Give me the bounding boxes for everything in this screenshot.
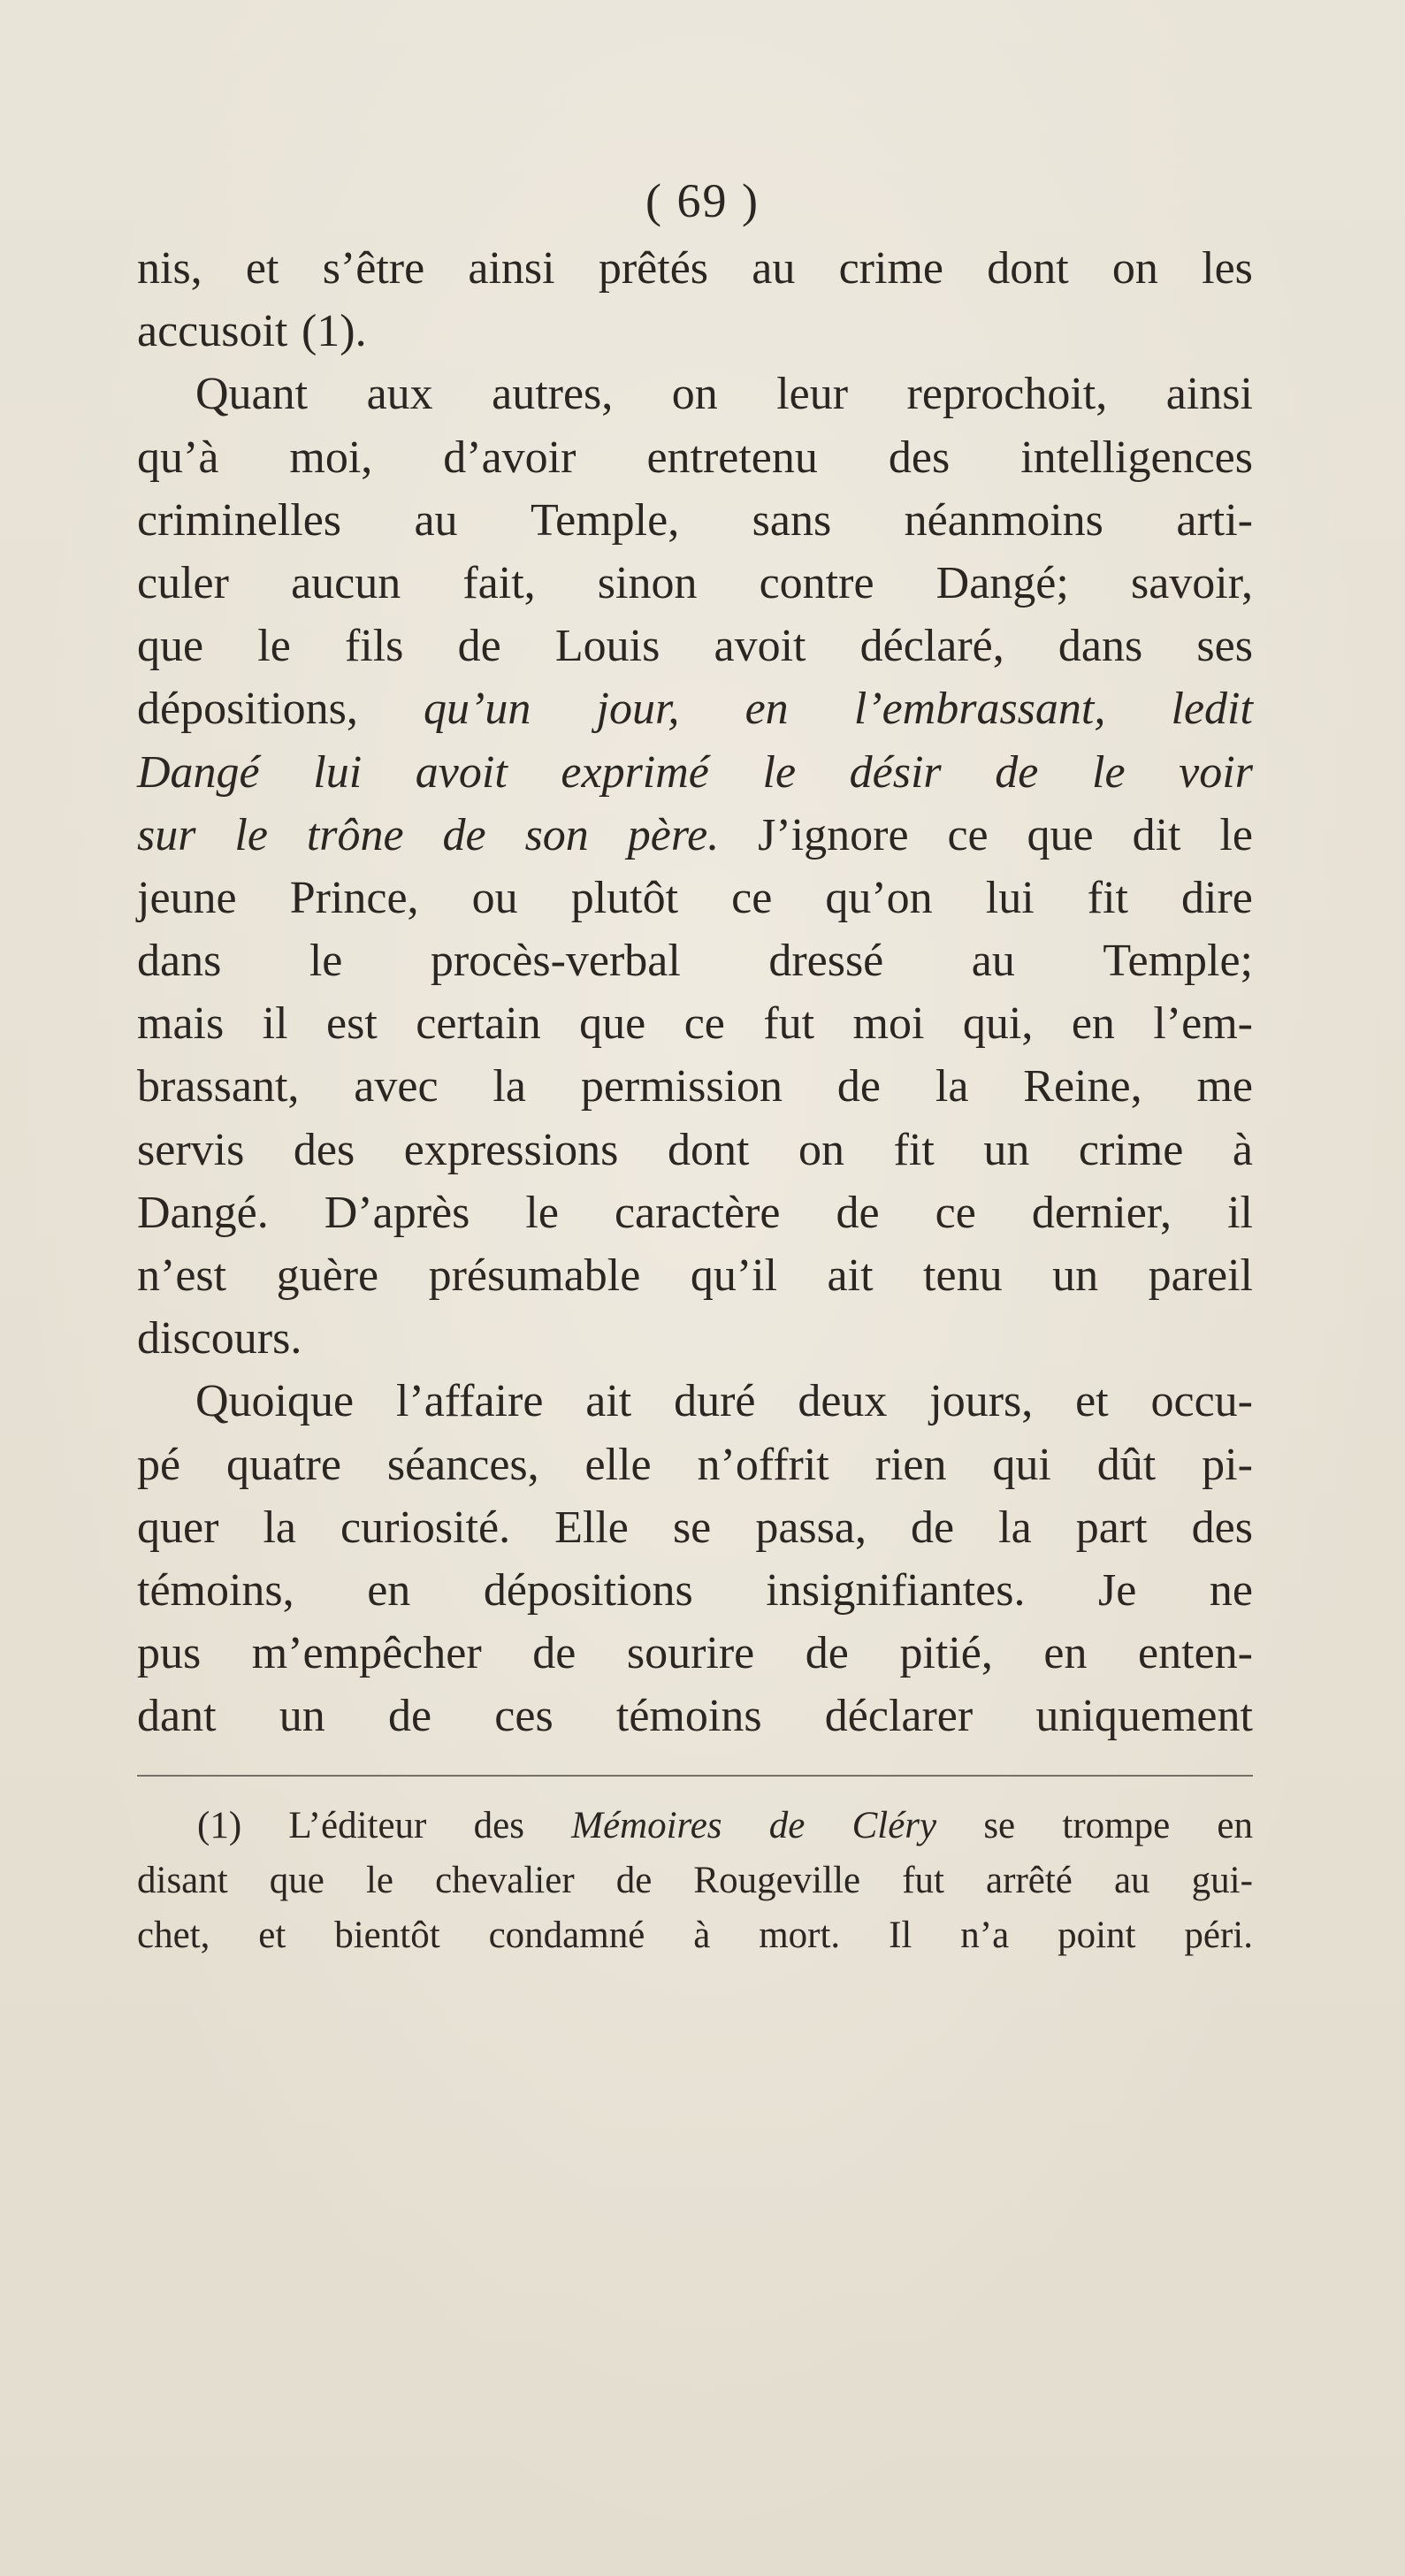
body-word: mais	[137, 998, 225, 1050]
body-word: dire	[1181, 872, 1253, 923]
footnote-word: condamné	[488, 1915, 645, 1956]
body-word: entretenu	[646, 432, 818, 483]
body-word: qu’un	[424, 684, 531, 735]
body-word: insignifiantes.	[766, 1564, 1026, 1616]
body-word: autres,	[492, 369, 614, 420]
body-word: de	[457, 621, 501, 672]
body-word: (1).	[301, 306, 367, 357]
body-word: l’em-	[1153, 998, 1253, 1050]
footnote-word: le	[365, 1860, 394, 1901]
body-word: ce	[731, 872, 773, 923]
body-line	[137, 615, 1253, 677]
body-word: certain	[416, 998, 541, 1050]
footnote-word: Rougeville	[693, 1860, 861, 1901]
body-line	[137, 300, 1253, 363]
body-word: de	[995, 746, 1039, 798]
body-line	[137, 489, 1253, 552]
body-word: me	[1196, 1061, 1253, 1112]
body-word: part	[1075, 1502, 1148, 1553]
body-word: les	[1202, 243, 1253, 294]
body-word: qui	[992, 1439, 1051, 1490]
footnote-word: Il	[889, 1915, 912, 1956]
footnote-word: fut	[902, 1860, 944, 1901]
body-line	[137, 1370, 1253, 1433]
body-word: jeune	[137, 872, 237, 923]
body-word: voir	[1179, 746, 1253, 798]
body-word: ne	[1209, 1564, 1253, 1616]
body-word: pus	[137, 1628, 202, 1679]
body-word: lui	[313, 746, 363, 798]
body-word: caractère	[614, 1187, 781, 1238]
body-word: nis,	[137, 243, 202, 294]
body-word: témoins,	[137, 1564, 294, 1616]
body-word: dressé	[768, 936, 884, 987]
body-word: Reine,	[1023, 1061, 1142, 1112]
body-word: dont	[667, 1124, 750, 1175]
body-word: ces	[494, 1691, 554, 1742]
body-word: le	[762, 746, 797, 798]
footnote-word: de	[768, 1805, 806, 1846]
body-line	[137, 677, 1253, 740]
body-word: le	[257, 621, 291, 672]
footnote-word: péri.	[1184, 1915, 1253, 1956]
body-word: la	[493, 1061, 526, 1112]
footnote-word: à	[693, 1915, 711, 1956]
body-word: la	[263, 1502, 296, 1553]
body-word: désir	[849, 746, 942, 798]
body-word: dernier,	[1031, 1187, 1172, 1238]
body-word: Louis	[554, 621, 661, 672]
body-word: fils	[344, 621, 404, 672]
body-word: le	[309, 936, 343, 987]
footnote-word: et	[258, 1915, 286, 1956]
body-word: moi	[852, 998, 925, 1050]
body-word: pi-	[1202, 1439, 1253, 1490]
body-word: reprochoit,	[906, 369, 1108, 420]
body-word: sur	[137, 809, 196, 860]
footnote-word: au	[1113, 1860, 1150, 1901]
body-word: son	[524, 809, 589, 860]
footnote-word: disant	[137, 1860, 228, 1901]
body-word: séances,	[386, 1439, 539, 1490]
body-word: arti-	[1176, 494, 1253, 546]
body-word: Quant	[195, 369, 309, 420]
body-word: sans	[752, 494, 832, 546]
body-word: des	[888, 432, 951, 483]
body-word: le	[525, 1187, 559, 1238]
body-word: il	[1227, 1187, 1253, 1238]
body-line	[137, 867, 1253, 929]
body-word: dût	[1096, 1439, 1157, 1490]
body-word: Temple,	[531, 494, 680, 546]
body-word: quer	[137, 1502, 219, 1553]
body-word: enten-	[1138, 1628, 1253, 1679]
body-word: dépositions,	[137, 684, 358, 735]
footnote-word: L’éditeur	[288, 1805, 427, 1846]
body-word: le	[1219, 809, 1253, 860]
body-word: que	[1027, 809, 1094, 860]
body-word: aucun	[291, 557, 401, 608]
body-word: de	[805, 1628, 849, 1679]
body-word: est	[326, 998, 378, 1050]
body-word: dit	[1132, 809, 1181, 860]
body-word: avoit	[415, 746, 508, 798]
footnote-word: n’a	[960, 1915, 1010, 1956]
footnote-word: Cléry	[851, 1805, 937, 1846]
body-word: trône	[306, 809, 404, 860]
body-word: sinon	[597, 557, 698, 608]
body-word: ainsi	[468, 243, 555, 294]
body-word: en	[744, 684, 789, 735]
body-word: expressions	[403, 1124, 619, 1175]
body-word: que	[137, 621, 204, 672]
body-word: tenu	[923, 1250, 1003, 1301]
body-word: jour,	[596, 684, 680, 735]
body-word: J’ignore	[758, 809, 909, 860]
body-word: Elle	[554, 1502, 629, 1553]
body-word: ainsi	[1165, 369, 1253, 420]
body-word: et	[1075, 1376, 1109, 1427]
body-word: pé	[137, 1439, 181, 1490]
body-line	[137, 1622, 1253, 1685]
body-word: aux	[366, 369, 433, 420]
body-word: de	[911, 1502, 955, 1553]
body-line	[137, 1433, 1253, 1496]
body-line	[137, 992, 1253, 1055]
body-line	[137, 426, 1253, 489]
body-word: en	[1071, 998, 1115, 1050]
footnote-word: chevalier	[435, 1860, 575, 1901]
body-word: dépositions	[483, 1564, 693, 1616]
body-word: leur	[776, 369, 849, 420]
body-line	[137, 1181, 1253, 1244]
body-line	[137, 1244, 1253, 1307]
body-word: se	[672, 1502, 712, 1553]
body-word: ou	[471, 872, 518, 923]
body-word: ce	[947, 809, 989, 860]
footnote-word: arrêté	[986, 1860, 1073, 1901]
footnote-line	[137, 1799, 1253, 1854]
body-word: au	[971, 936, 1015, 987]
footnote-rule	[137, 1775, 1253, 1777]
body-line	[137, 741, 1253, 804]
body-line	[137, 1559, 1253, 1622]
body-text	[137, 237, 1253, 1748]
body-word: m’empêcher	[251, 1628, 482, 1679]
body-word: de	[836, 1187, 880, 1238]
body-word: on	[671, 369, 718, 420]
body-word: avec	[354, 1061, 439, 1112]
body-line	[137, 1307, 1253, 1370]
body-word: contre	[759, 557, 874, 608]
body-word: fait,	[462, 557, 536, 608]
footnote-word: mort.	[759, 1915, 841, 1956]
body-word: prêtés	[598, 243, 709, 294]
footnote-word: de	[615, 1860, 653, 1901]
footnote-word: trompe	[1062, 1805, 1171, 1846]
body-word: la	[998, 1502, 1032, 1553]
body-word: ait	[827, 1250, 874, 1301]
body-word: déclarer	[824, 1691, 974, 1742]
body-word: criminelles	[137, 494, 342, 546]
body-word: guère	[276, 1250, 379, 1301]
body-line	[137, 929, 1253, 992]
body-line	[137, 363, 1253, 425]
body-word: le	[1092, 746, 1126, 798]
body-word: père.	[627, 809, 720, 860]
body-word: de	[442, 809, 486, 860]
body-line	[137, 1055, 1253, 1118]
body-word: quatre	[226, 1439, 341, 1490]
footnote-word: (1)	[197, 1805, 242, 1846]
body-word: elle	[584, 1439, 652, 1490]
body-line	[137, 552, 1253, 615]
body-word: Dangé	[137, 746, 260, 798]
body-word: un	[983, 1124, 1030, 1175]
body-word: crime	[838, 243, 943, 294]
body-word: et	[245, 243, 279, 294]
body-word: l’affaire	[395, 1376, 544, 1427]
body-word: procès-verbal	[430, 936, 681, 987]
body-word: Temple;	[1103, 936, 1253, 987]
body-word: intelligences	[1020, 432, 1253, 483]
body-word: curiosité.	[340, 1502, 511, 1553]
body-word: déclaré,	[859, 621, 1004, 672]
page-number: ( 69 )	[645, 174, 760, 227]
body-word: en	[1043, 1628, 1088, 1679]
body-word: ledit	[1171, 684, 1253, 735]
body-word: néanmoins	[904, 494, 1103, 546]
body-word: l’embrassant,	[853, 684, 1106, 735]
footnote-word: point	[1058, 1915, 1136, 1956]
body-word: de	[532, 1628, 577, 1679]
body-word: un	[279, 1691, 325, 1742]
body-word: qu’à	[137, 432, 219, 483]
body-word: qu’il	[690, 1250, 778, 1301]
body-word: n’offrit	[697, 1439, 829, 1490]
body-word: on	[798, 1124, 844, 1175]
body-word: fit	[893, 1124, 935, 1175]
body-word: ce	[935, 1187, 976, 1238]
body-word: qui,	[962, 998, 1034, 1050]
body-line	[137, 1119, 1253, 1181]
body-word: des	[293, 1124, 355, 1175]
footnote	[137, 1799, 1253, 1963]
body-word: permission	[580, 1061, 783, 1112]
body-word: au	[414, 494, 458, 546]
body-word: Quoique	[195, 1376, 355, 1427]
body-word: à	[1232, 1124, 1253, 1175]
footnote-word: chet,	[137, 1915, 210, 1956]
footnote-line	[137, 1854, 1253, 1908]
body-word: Dangé;	[935, 557, 1069, 608]
body-word: lui	[985, 872, 1035, 923]
body-word: ce	[683, 998, 725, 1050]
body-word: deux	[798, 1376, 888, 1427]
body-word: témoins	[615, 1691, 762, 1742]
body-word: qu’on	[825, 872, 933, 923]
body-word: moi,	[289, 432, 373, 483]
body-line	[137, 1685, 1253, 1747]
body-word: sourire	[626, 1628, 755, 1679]
body-word: jours,	[929, 1376, 1034, 1427]
body-word: exprimé	[561, 746, 709, 798]
footnote-word: Mémoires	[571, 1805, 722, 1846]
body-word: d’avoir	[443, 432, 577, 483]
body-line	[137, 1496, 1253, 1559]
footnote-line	[137, 1908, 1253, 1963]
body-word: crime	[1078, 1124, 1184, 1175]
body-word: on	[1111, 243, 1158, 294]
body-word: avoit	[714, 621, 806, 672]
body-line	[137, 804, 1253, 867]
body-word: accusoit	[137, 306, 288, 357]
body-word: la	[935, 1061, 969, 1112]
body-word: pitié,	[899, 1628, 993, 1679]
body-word: dant	[137, 1691, 217, 1742]
body-word: un	[1052, 1250, 1099, 1301]
body-line	[137, 237, 1253, 300]
body-word: culer	[137, 557, 229, 608]
body-word: uniquement	[1035, 1691, 1253, 1742]
body-word: le	[234, 809, 268, 860]
body-word: plutôt	[570, 872, 679, 923]
footnote-word: que	[269, 1860, 325, 1901]
body-word: dont	[987, 243, 1069, 294]
body-word: discours.	[137, 1313, 302, 1364]
footnote-word: gui-	[1191, 1860, 1253, 1901]
body-word: D’après	[324, 1187, 470, 1238]
body-word: rien	[874, 1439, 947, 1490]
body-word: n’est	[137, 1250, 227, 1301]
body-word: il	[262, 998, 288, 1050]
body-word: servis	[137, 1124, 245, 1175]
footnote-word: en	[1217, 1805, 1253, 1846]
body-word: des	[1191, 1502, 1253, 1553]
body-word: dans	[137, 936, 222, 987]
body-word: fut	[763, 998, 815, 1050]
footnote-word: bientôt	[334, 1915, 440, 1956]
body-word: Prince,	[289, 872, 419, 923]
body-word: fit	[1087, 872, 1128, 923]
body-word: que	[579, 998, 646, 1050]
body-word: présumable	[428, 1250, 641, 1301]
body-word: de	[836, 1061, 881, 1112]
body-word: duré	[674, 1376, 756, 1427]
body-word: de	[387, 1691, 432, 1742]
body-word: Dangé.	[137, 1187, 269, 1238]
body-word: passa,	[755, 1502, 867, 1553]
body-word: occu-	[1150, 1376, 1253, 1427]
body-word: pareil	[1148, 1250, 1253, 1301]
body-word: s’être	[322, 243, 425, 294]
body-word: en	[367, 1564, 411, 1616]
footnote-word: se	[983, 1805, 1016, 1846]
body-word: savoir,	[1130, 557, 1253, 608]
footnote-word: des	[473, 1805, 524, 1846]
body-word: Je	[1097, 1564, 1137, 1616]
body-word: ait	[585, 1376, 632, 1427]
body-word: dans	[1058, 621, 1143, 672]
body-word: au	[752, 243, 796, 294]
body-word: brassant,	[137, 1061, 300, 1112]
body-word: ses	[1196, 621, 1253, 672]
